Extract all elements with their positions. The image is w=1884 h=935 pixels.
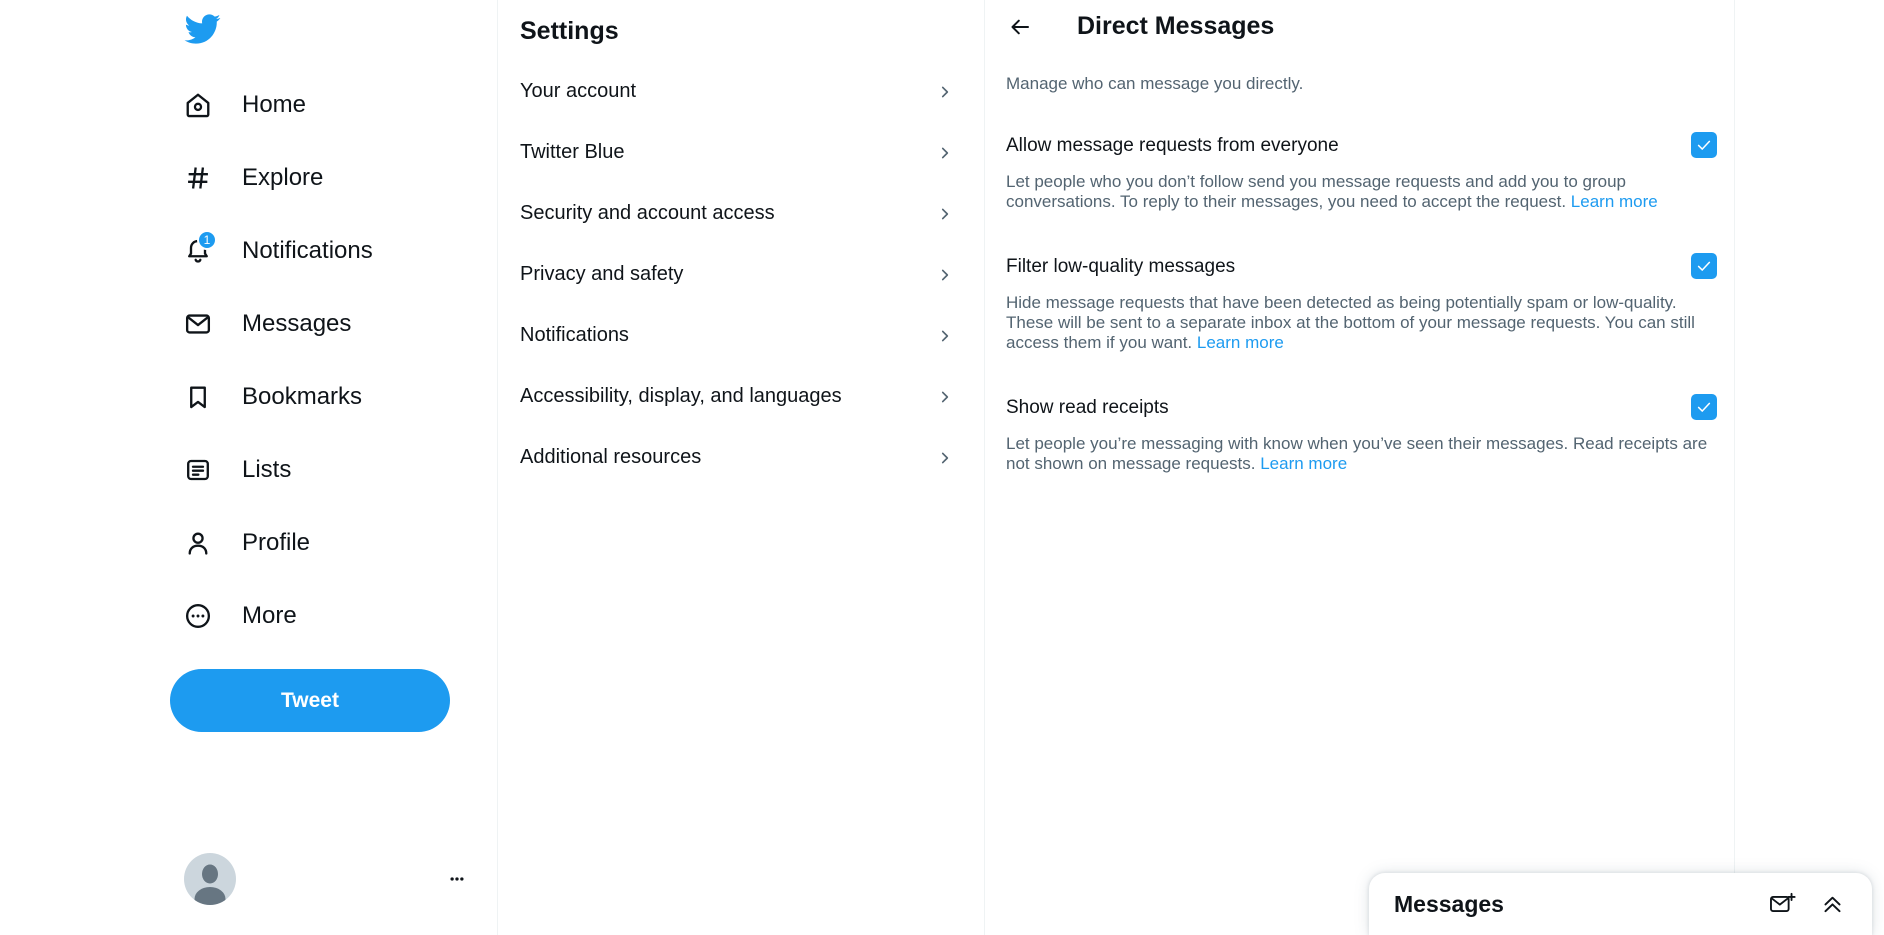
setting-description-text: Let people you’re messaging with know when you’ve seen their messages. Read receipts are not shown on message requests. [1006, 434, 1708, 473]
back-arrow-icon [1008, 15, 1032, 39]
learn-more-link[interactable]: Learn more [1260, 454, 1348, 473]
settings-item-additional-resources[interactable] [498, 427, 984, 488]
setting-description [985, 434, 1734, 474]
settings-item-label: Security and account access [520, 202, 775, 224]
panel-header [985, 0, 1734, 53]
sidebar-nav [170, 68, 450, 652]
sidebar-item-label: Messages [242, 309, 352, 337]
settings-item-label: Privacy and safety [520, 263, 684, 285]
sidebar-item-label: Notifications [242, 236, 373, 264]
bookmark-icon [184, 383, 212, 411]
setting-title: Show read receipts [1006, 397, 1169, 418]
account-menu[interactable] [184, 853, 466, 905]
setting-title: Filter low-quality messages [1006, 256, 1236, 277]
check-icon [1695, 398, 1713, 416]
setting-filter-low-quality [985, 230, 1734, 371]
setting-title: Allow message requests from everyone [1006, 135, 1339, 156]
sidebar [0, 0, 498, 935]
new-message-icon[interactable] [1769, 891, 1796, 917]
sidebar-item-more[interactable] [170, 579, 450, 652]
tweet-button[interactable]: Tweet [170, 669, 450, 732]
settings-item-notifications[interactable] [498, 305, 984, 366]
hash-icon [184, 164, 212, 192]
chevron-right-icon [935, 204, 955, 224]
sidebar-item-lists[interactable] [170, 433, 450, 506]
list-icon [184, 456, 212, 484]
settings-column [498, 0, 985, 935]
sidebar-item-label: More [242, 601, 297, 629]
chevron-right-icon [935, 265, 955, 285]
chevron-right-icon [935, 448, 955, 468]
settings-title: Settings [520, 17, 619, 45]
settings-item-accessibility[interactable] [498, 366, 984, 427]
setting-allow-message-requests [985, 109, 1734, 230]
envelope-icon [184, 310, 212, 338]
bell-icon [184, 232, 212, 265]
sidebar-item-bookmarks[interactable] [170, 360, 450, 433]
sidebar-item-label: Home [242, 90, 307, 118]
sidebar-item-label: Bookmarks [242, 382, 363, 410]
learn-more-link[interactable]: Learn more [1196, 333, 1284, 352]
settings-list [498, 61, 984, 488]
sidebar-item-label: Profile [242, 528, 311, 556]
settings-item-twitter-blue[interactable] [498, 122, 984, 183]
twitter-bird-icon [183, 10, 221, 48]
checkbox-allow-message-requests[interactable] [1691, 132, 1717, 158]
sidebar-item-messages[interactable] [170, 287, 450, 360]
notification-badge: 1 [197, 230, 217, 250]
right-gutter [1735, 0, 1884, 935]
setting-description [985, 172, 1734, 212]
settings-item-label: Accessibility, display, and languages [520, 385, 842, 407]
settings-item-security[interactable] [498, 183, 984, 244]
messages-drawer-title: Messages [1394, 890, 1504, 917]
settings-item-label: Additional resources [520, 446, 702, 468]
home-icon [184, 91, 212, 119]
settings-item-label: Twitter Blue [520, 141, 625, 163]
chevron-right-icon [935, 82, 955, 102]
sidebar-item-explore[interactable] [170, 141, 450, 214]
direct-messages-panel [985, 0, 1735, 935]
twitter-logo[interactable] [183, 10, 221, 48]
setting-description-text: Let people who you don’t follow send you message requests and add you to group conversations. To reply to their messages, you need to accept the request. [1006, 172, 1626, 211]
sidebar-item-home[interactable] [170, 68, 450, 141]
chevron-right-icon [935, 326, 955, 346]
panel-title: Direct Messages [1077, 12, 1275, 40]
learn-more-link[interactable]: Learn more [1570, 192, 1658, 211]
check-icon [1695, 136, 1713, 154]
avatar [184, 853, 236, 905]
back-button[interactable] [1008, 15, 1032, 39]
expand-drawer-icon[interactable] [1819, 891, 1846, 917]
setting-description [985, 293, 1734, 353]
panel-intro: Manage who can message you directly. [1006, 74, 1304, 93]
chevron-right-icon [935, 143, 955, 163]
checkbox-filter-low-quality[interactable] [1691, 253, 1717, 279]
messages-drawer[interactable] [1369, 873, 1872, 935]
checkbox-show-read-receipts[interactable] [1691, 394, 1717, 420]
check-icon [1695, 257, 1713, 275]
settings-item-label: Your account [520, 80, 637, 102]
setting-description-text: Hide message requests that have been detected as being potentially spam or low-quality. These will be sent to a separate inbox at the bottom of your message requests. You can still access them if you want. [1006, 293, 1695, 352]
settings-item-privacy[interactable] [498, 244, 984, 305]
sidebar-item-profile[interactable] [170, 506, 450, 579]
sidebar-item-label: Lists [242, 455, 292, 483]
sidebar-item-label: Explore [242, 163, 324, 191]
chevron-right-icon [935, 387, 955, 407]
setting-show-read-receipts [985, 371, 1734, 492]
person-icon [184, 529, 212, 557]
settings-item-label: Notifications [520, 324, 629, 346]
more-circle-icon [184, 602, 212, 630]
sidebar-item-notifications[interactable] [170, 214, 450, 287]
more-options-icon[interactable] [448, 870, 466, 888]
settings-item-your-account[interactable] [498, 61, 984, 122]
